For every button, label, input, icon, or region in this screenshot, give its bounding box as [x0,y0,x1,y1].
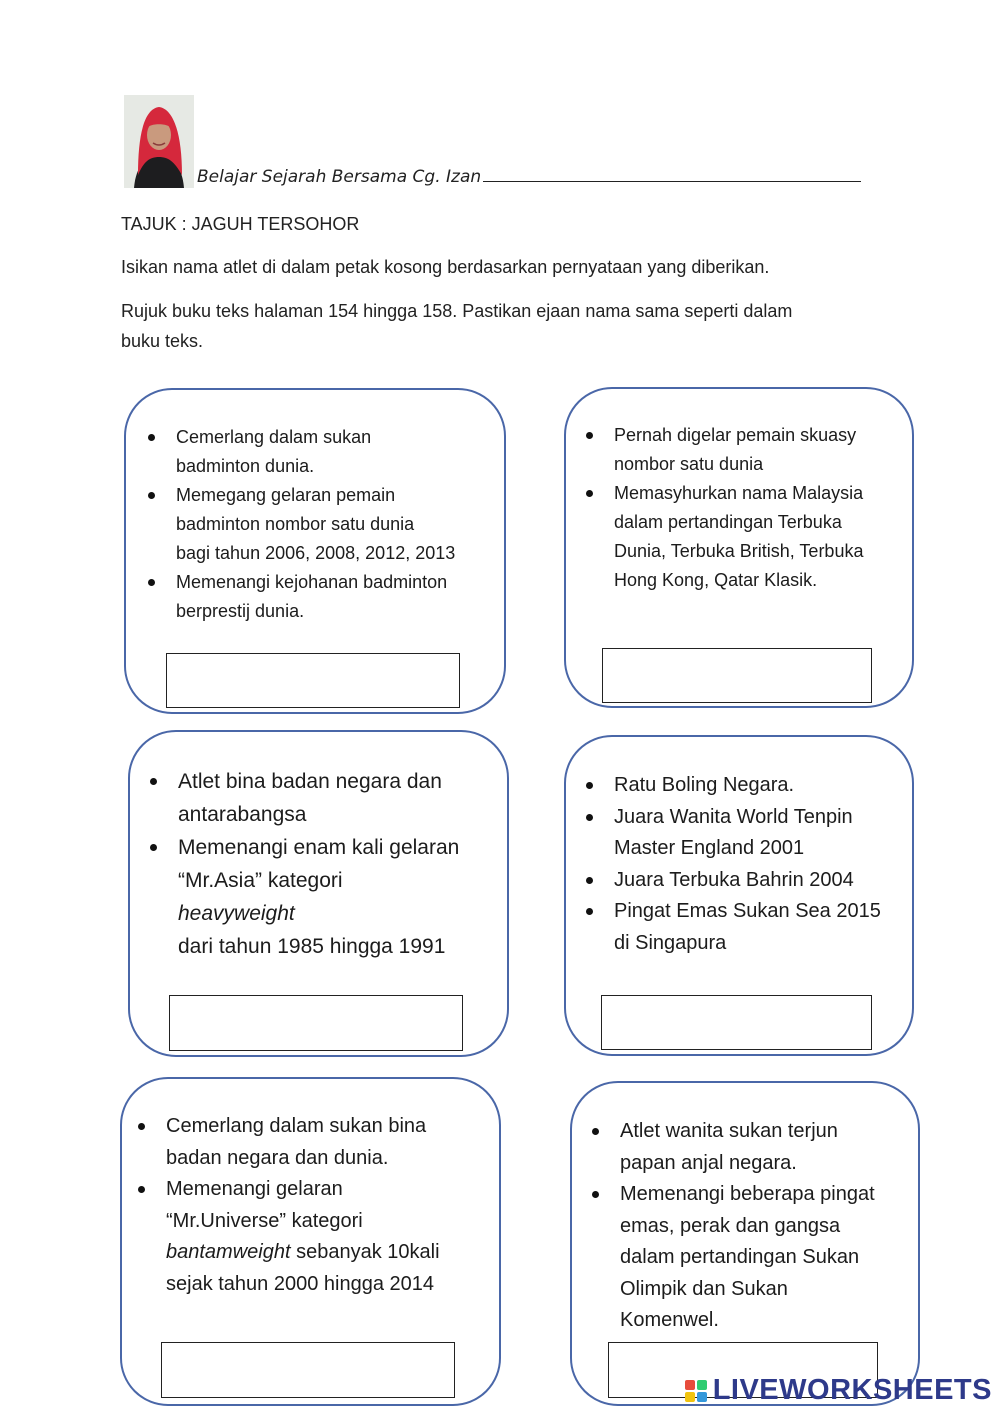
liveworksheets-logo[interactable] [685,1374,992,1407]
statement-item: Ratu Boling Negara. [570,770,881,802]
reference-text-line1: Rujuk buku teks halaman 154 hingga 158. Pastikan ejaan nama sama seperti dalam [121,301,793,321]
liveworksheets-logo-text: LIVEWORKSHEETS [712,1374,992,1406]
statement-item: Juara Terbuka Bahrin 2004 [570,865,881,897]
statement-item: Pernah digelar pemain skuasy nombor satu dunia [570,421,863,479]
athlete-card-3 [128,730,509,1057]
statement-item: Atlet bina badan negara dan antarabangsa [134,765,459,831]
worksheet-title: TAJUK : JAGUH TERSOHOR [121,214,360,234]
athlete-card-1 [124,388,506,714]
card-6-statements [576,1116,875,1337]
athlete-card-4 [564,735,914,1056]
answer-box-4[interactable] [601,995,872,1050]
athlete-card-5 [120,1077,501,1406]
card-2-statements [570,421,863,595]
statement-item: Cemerlang dalam sukan badminton dunia. [132,423,455,481]
answer-box-1[interactable] [166,653,460,708]
teacher-portrait-image [124,95,194,188]
statement-item: Memasyhurkan nama Malaysia dalam pertandingan Terbuka Dunia, Terbuka British, Terbuka Hong Kong, Qatar Klasik. [570,479,863,595]
statement-item: Memenangi gelaran “Mr.Universe” kategori bantamweight sebanyak 10kali sejak tahun 2000 hingga 2014 [122,1174,440,1300]
logo-square [685,1380,695,1390]
card-4-statements [570,770,881,959]
athlete-card-2 [564,387,914,708]
liveworksheets-logo-icon [685,1380,707,1402]
statement-item: Memegang gelaran pemain badminton nombor satu dunia bagi tahun 2006, 2008, 2012, 2013 [132,481,455,568]
header-underline [483,167,861,182]
site-header-line [197,167,861,187]
statement-item: Cemerlang dalam sukan bina badan negara dan dunia. [122,1111,440,1174]
athlete-card-6 [570,1081,920,1406]
statement-item: Pingat Emas Sukan Sea 2015 di Singapura [570,896,881,959]
card-3-statements [134,765,459,963]
statement-item: Atlet wanita sukan terjun papan anjal negara. [576,1116,875,1179]
statement-item: Memenangi enam kali gelaran “Mr.Asia” kategori heavyweight dari tahun 1985 hingga 1991 [134,831,459,963]
teacher-photo [124,95,194,188]
reference-text-line2: buku teks. [121,331,204,351]
logo-square [697,1380,707,1390]
logo-square [697,1392,707,1402]
logo-square [685,1392,695,1402]
card-1-statements [132,423,455,626]
site-title: Belajar Sejarah Bersama Cg. Izan [197,167,482,187]
instruction-text: Isikan nama atlet di dalam petak kosong berdasarkan pernyataan yang diberikan. [121,257,770,277]
statement-item: Memenangi beberapa pingat emas, perak dan gangsa dalam pertandingan Sukan Olimpik dan Sukan Komenwel. [576,1179,875,1337]
card-5-statements [122,1111,440,1300]
statement-item: Memenangi kejohanan badminton berprestij dunia. [132,568,455,626]
statement-item: Juara Wanita World Tenpin Master England 2001 [570,802,881,865]
answer-box-2[interactable] [602,648,872,703]
answer-box-3[interactable] [169,995,463,1051]
answer-box-5[interactable] [161,1342,455,1398]
